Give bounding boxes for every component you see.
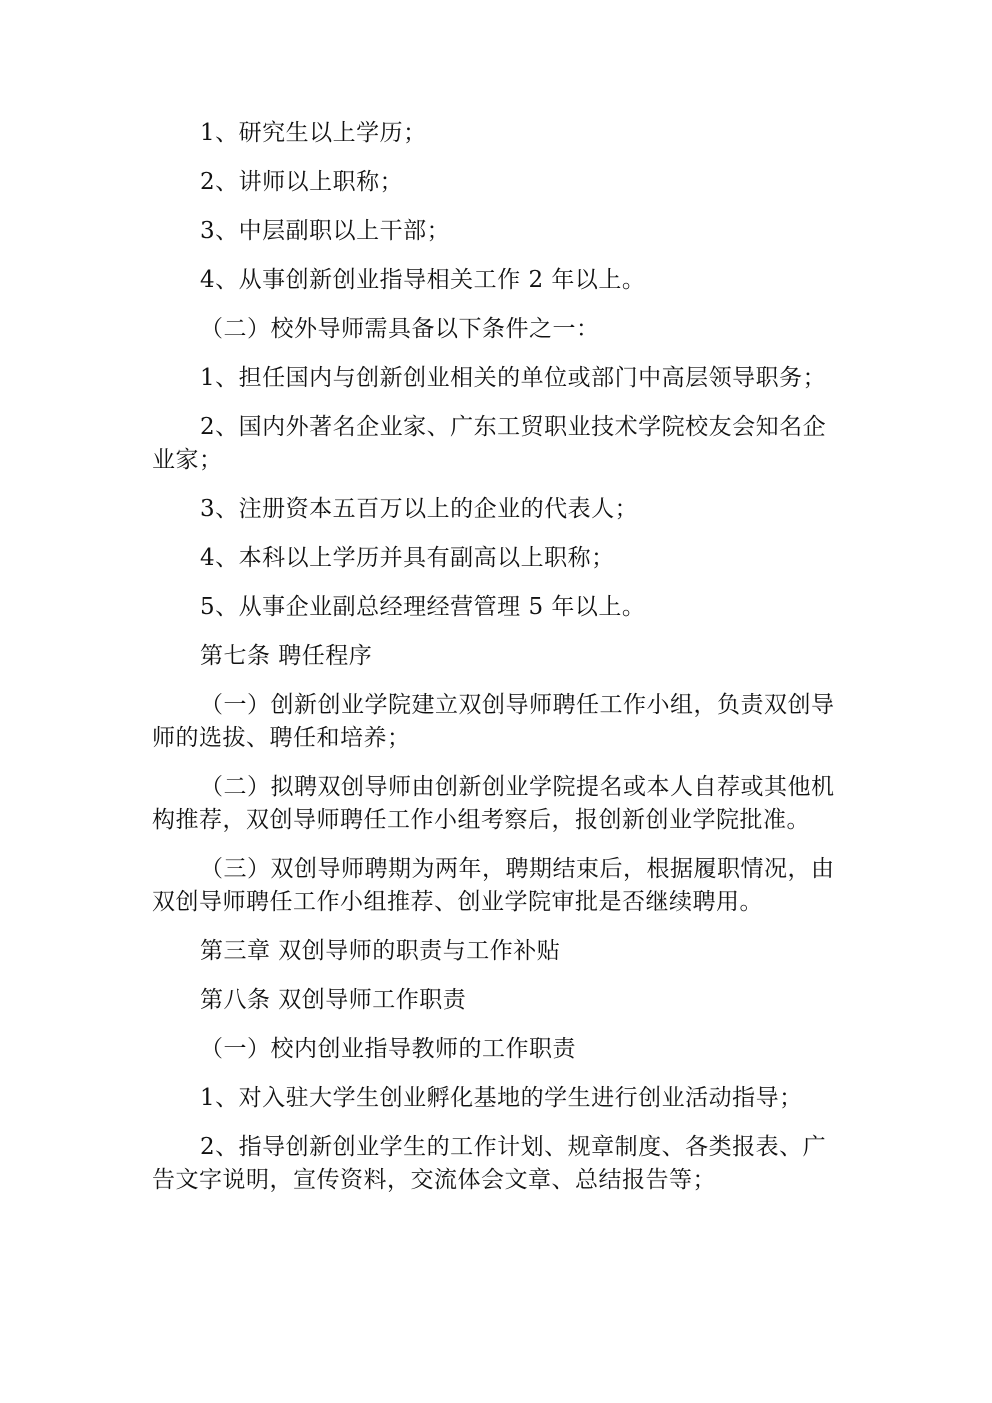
- paragraph-ext-5: 5、从事企业副总经理经营管理 5 年以上。: [200, 594, 646, 620]
- document-body: [152, 117, 842, 1213]
- paragraph-duty-2: 2、指导创新创业学生的工作计划、规章制度、各类报表、广告文字说明，宣传资料，交流体会文章、总结报告等；: [152, 1134, 827, 1193]
- chapter-3-heading: 第三章 双创导师的职责与工作补贴: [200, 938, 561, 964]
- paragraph-duty-1: 1、对入驻大学生创业孵化基地的学生进行创业活动指导；: [200, 1085, 803, 1111]
- paragraph-external-heading: （二）校外导师需具备以下条件之一：: [200, 316, 600, 342]
- paragraph-procedure-3: （三）双创导师聘期为两年，聘期结束后，根据履职情况，由双创导师聘任工作小组推荐、创业学院审批是否继续聘用。: [152, 856, 835, 915]
- article-7-heading: 第七条 聘任程序: [200, 643, 373, 669]
- paragraph-procedure-2: （二）拟聘双创导师由创新创业学院提名或本人自荐或其他机构推荐，双创导师聘任工作小组考察后，报创新创业学院批准。: [152, 774, 835, 833]
- article-8-heading: 第八条 双创导师工作职责: [200, 987, 467, 1013]
- paragraph-ext-4: 4、本科以上学历并具有副高以上职称；: [200, 545, 615, 571]
- paragraph-req-3: 3、中层副职以上干部；: [200, 218, 451, 244]
- paragraph-procedure-1: （一）创新创业学院建立双创导师聘任工作小组，负责双创导师的选拔、聘任和培养；: [152, 692, 835, 751]
- paragraph-ext-1: 1、担任国内与创新创业相关的单位或部门中高层领导职务；: [200, 365, 827, 391]
- paragraph-ext-2: 2、国内外著名企业家、广东工贸职业技术学院校友会知名企业家；: [152, 414, 827, 473]
- paragraph-req-4: 4、从事创新创业指导相关工作 2 年以上。: [200, 267, 646, 293]
- paragraph-ext-3: 3、注册资本五百万以上的企业的代表人；: [200, 496, 639, 522]
- paragraph-req-2: 2、讲师以上职称；: [200, 169, 404, 195]
- paragraph-req-1: 1、研究生以上学历；: [200, 120, 427, 146]
- paragraph-duty-heading: （一）校内创业指导教师的工作职责: [200, 1036, 576, 1062]
